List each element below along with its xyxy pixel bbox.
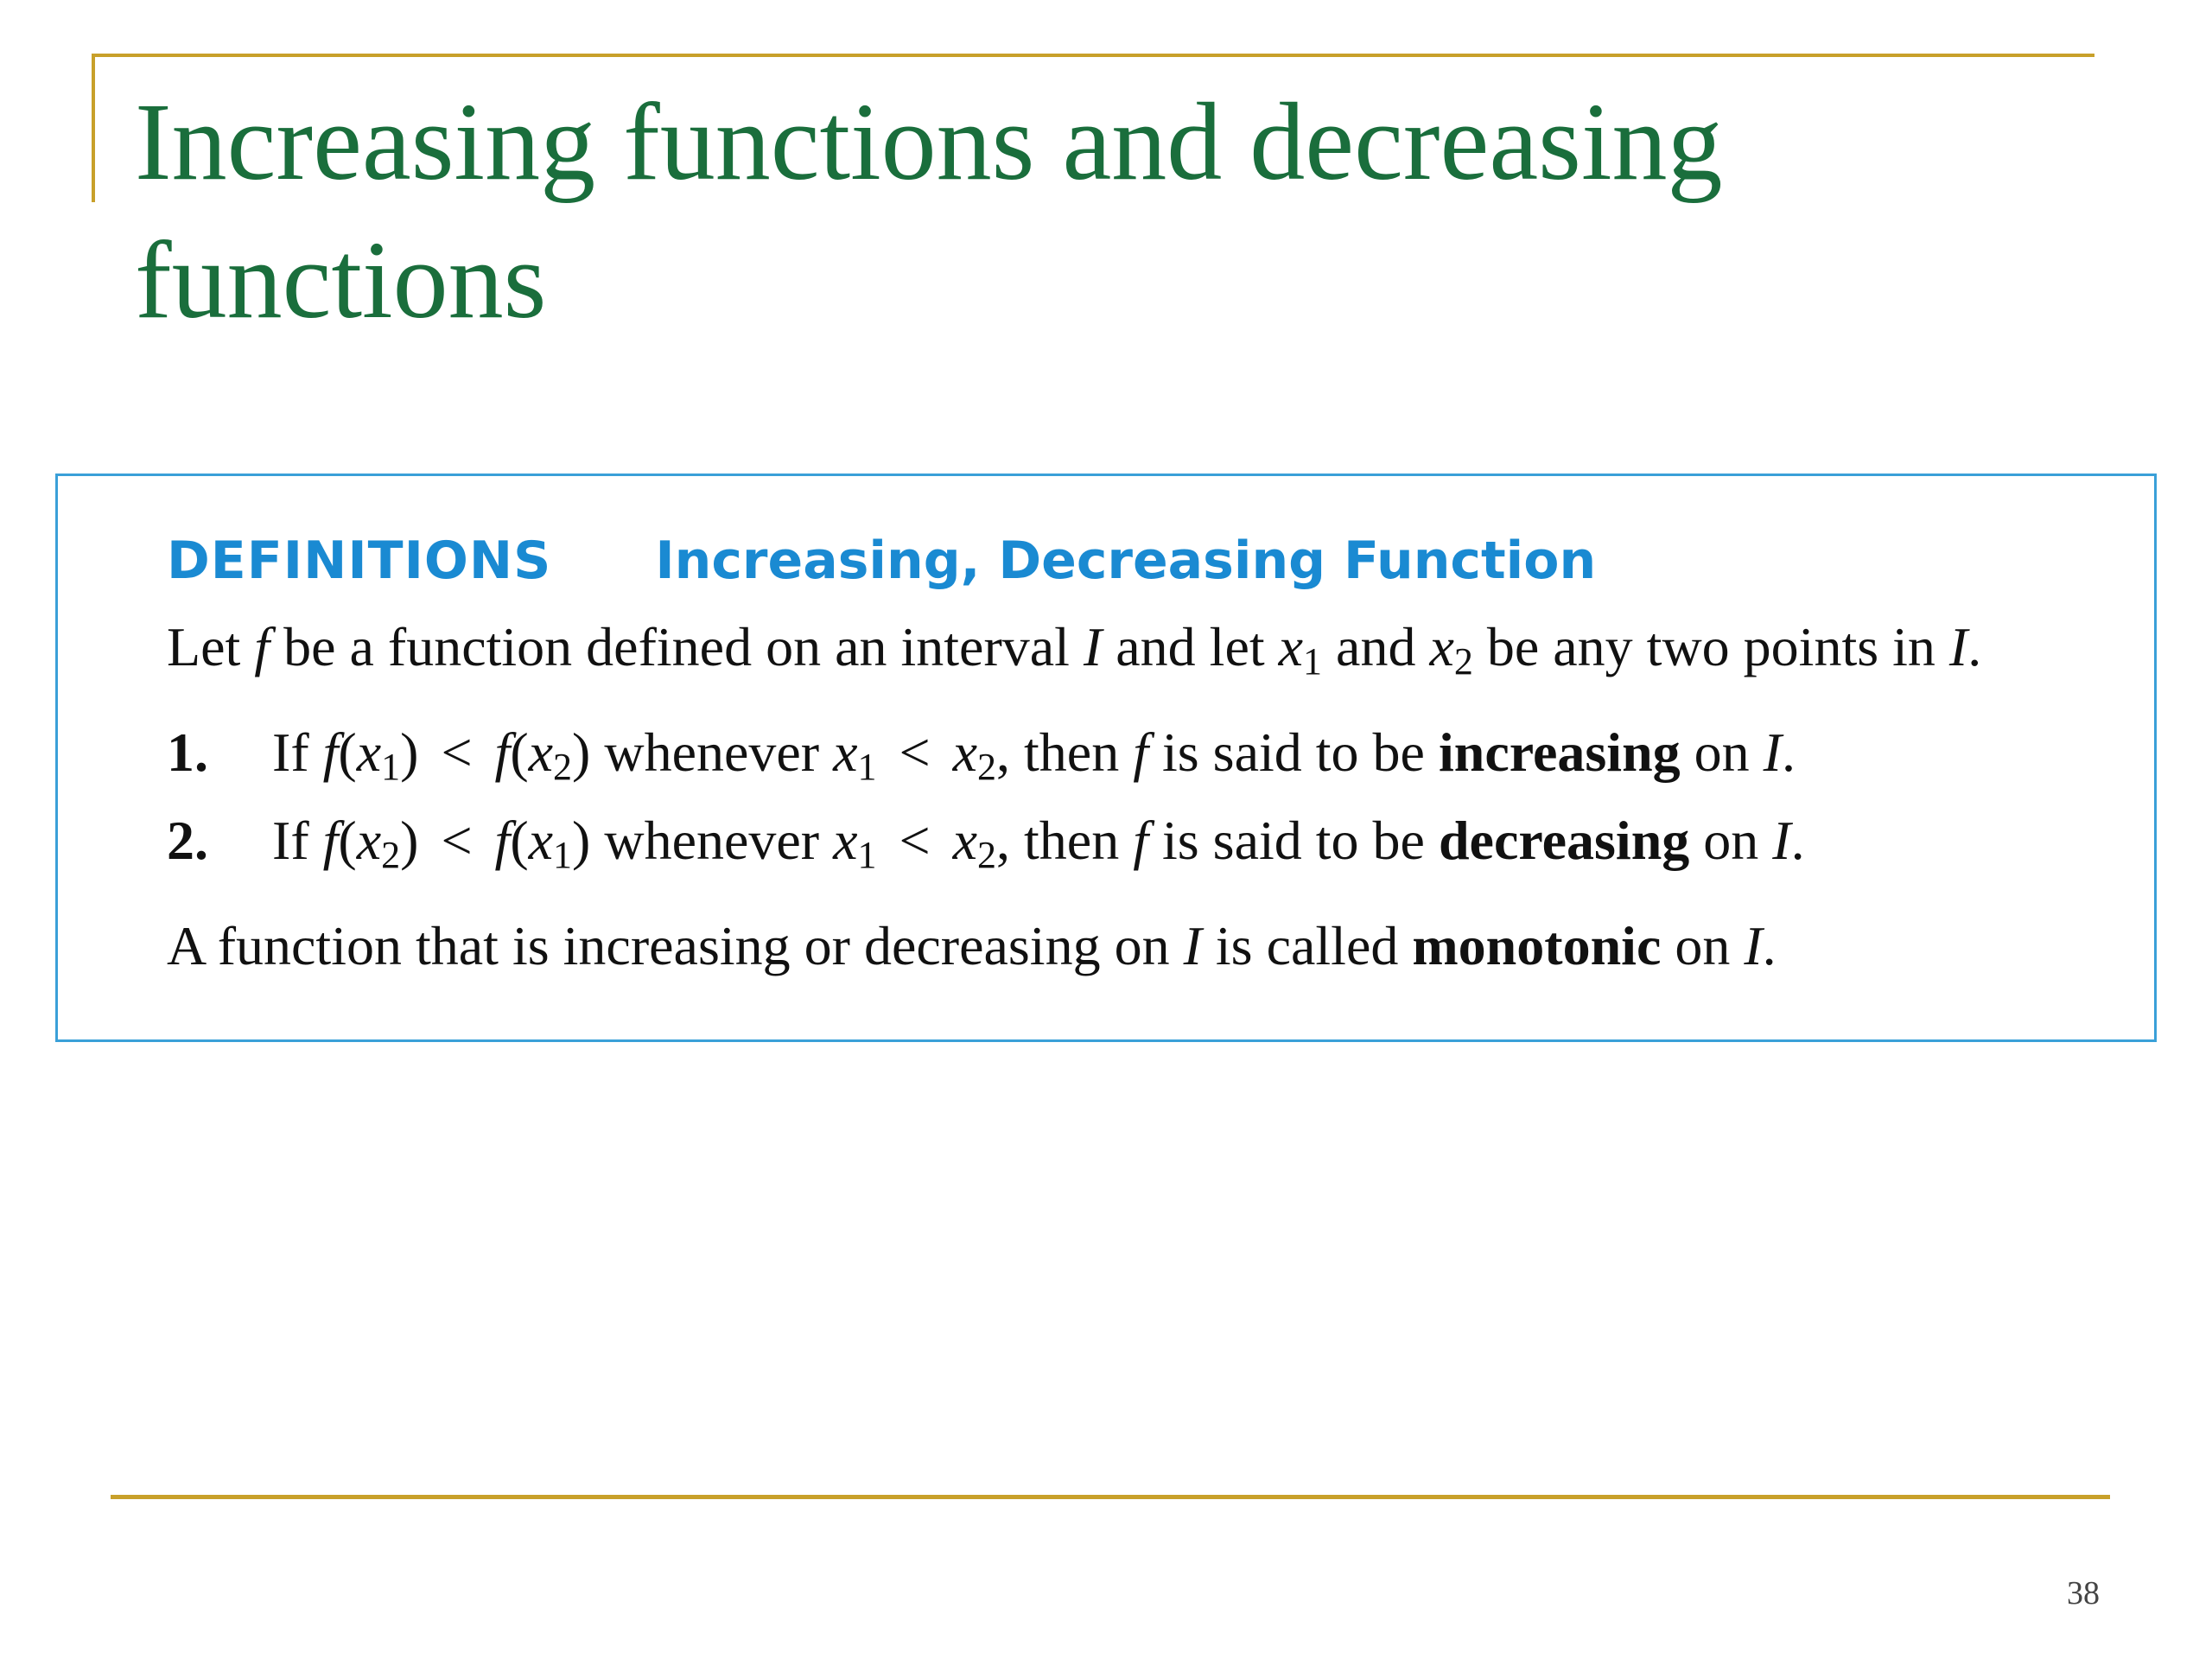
intro-text: Let (167, 616, 255, 677)
period: . (1762, 915, 1777, 976)
item-text: on (1689, 810, 1773, 871)
subscript: 2 (381, 834, 401, 876)
item-number: 1. (167, 721, 208, 783)
interval-symbol: I (1763, 721, 1782, 783)
less-than-symbol: < (441, 810, 473, 871)
period: . (1781, 721, 1796, 783)
title-rule-top (92, 54, 2094, 57)
function-symbol: f (322, 810, 339, 871)
paren: ) (572, 810, 591, 871)
variable-symbol: x (833, 721, 858, 783)
item-text: , then (996, 810, 1134, 871)
item-text: whenever (590, 721, 834, 783)
function-symbol: f (494, 810, 511, 871)
subscript: 1 (857, 746, 877, 788)
interval-symbol: I (1948, 616, 1968, 677)
variable-symbol: x (528, 810, 554, 871)
variable-symbol: x (1429, 616, 1454, 677)
less-than-symbol: < (441, 721, 473, 783)
term-increasing: increasing (1438, 721, 1681, 783)
period: . (1790, 810, 1805, 871)
variable-symbol: x (528, 721, 554, 783)
paren: ( (510, 810, 529, 871)
intro-text: and let (1102, 616, 1279, 677)
item-text: If (272, 721, 323, 783)
paren: ( (338, 721, 357, 783)
item-number: 2. (167, 810, 208, 871)
subscript: 1 (381, 746, 401, 788)
period: . (1967, 616, 1982, 677)
intro-text: be a function defined on an interval (270, 616, 1084, 677)
variable-symbol: x (833, 810, 858, 871)
variable-symbol: x (1278, 616, 1304, 677)
interval-symbol: I (1744, 915, 1763, 976)
definition-keyword: DEFINITIONS (167, 531, 552, 591)
subscript: 2 (977, 834, 996, 876)
interval-symbol: I (1772, 810, 1791, 871)
item-text: , then (996, 721, 1134, 783)
definition-item-decreasing (167, 808, 1805, 888)
paren: ) (400, 721, 419, 783)
subscript: 1 (1303, 640, 1323, 683)
definition-intro (167, 614, 1981, 695)
subscript: 1 (553, 834, 573, 876)
function-symbol: f (1133, 810, 1148, 871)
variable-symbol: x (356, 810, 382, 871)
subscript: 2 (977, 746, 996, 788)
closing-text: on (1661, 915, 1745, 976)
function-symbol: f (1133, 721, 1148, 783)
closing-text: is called (1201, 915, 1413, 976)
function-symbol: f (494, 721, 511, 783)
interval-symbol: I (1183, 915, 1202, 976)
item-text: If (272, 810, 323, 871)
page-number: 38 (2067, 1575, 2100, 1611)
definition-heading (167, 530, 1596, 592)
variable-symbol: x (356, 721, 382, 783)
subscript: 2 (1453, 640, 1473, 683)
paren: ( (338, 810, 357, 871)
interval-symbol: I (1083, 616, 1103, 677)
paren: ) (400, 810, 419, 871)
variable-symbol: x (952, 721, 977, 783)
item-text: on (1680, 721, 1764, 783)
intro-text: and (1322, 616, 1430, 677)
definition-box (55, 474, 2157, 1042)
definition-closing (167, 913, 1777, 979)
paren: ( (510, 721, 529, 783)
paren: ) (572, 721, 591, 783)
intro-text: be any two points in (1472, 616, 1949, 677)
function-symbol: f (254, 616, 270, 677)
term-monotonic: monotonic (1412, 915, 1662, 976)
subscript: 1 (857, 834, 877, 876)
item-text: whenever (590, 810, 834, 871)
item-text: is said to be (1147, 810, 1439, 871)
term-decreasing: decreasing (1438, 810, 1690, 871)
footer-rule (111, 1495, 2110, 1499)
subscript: 2 (553, 746, 573, 788)
title-rule-left (92, 54, 95, 202)
variable-symbol: x (952, 810, 977, 871)
item-text: is said to be (1147, 721, 1439, 783)
definition-name: Increasing, Decreasing Function (655, 531, 1597, 591)
function-symbol: f (322, 721, 339, 783)
definition-item-increasing (167, 720, 1796, 800)
less-than-symbol: < (899, 721, 931, 783)
closing-text: A function that is increasing or decreasing on (167, 915, 1184, 976)
slide-title: Increasing functions and decreasing functions (135, 80, 1723, 341)
less-than-symbol: < (899, 810, 931, 871)
